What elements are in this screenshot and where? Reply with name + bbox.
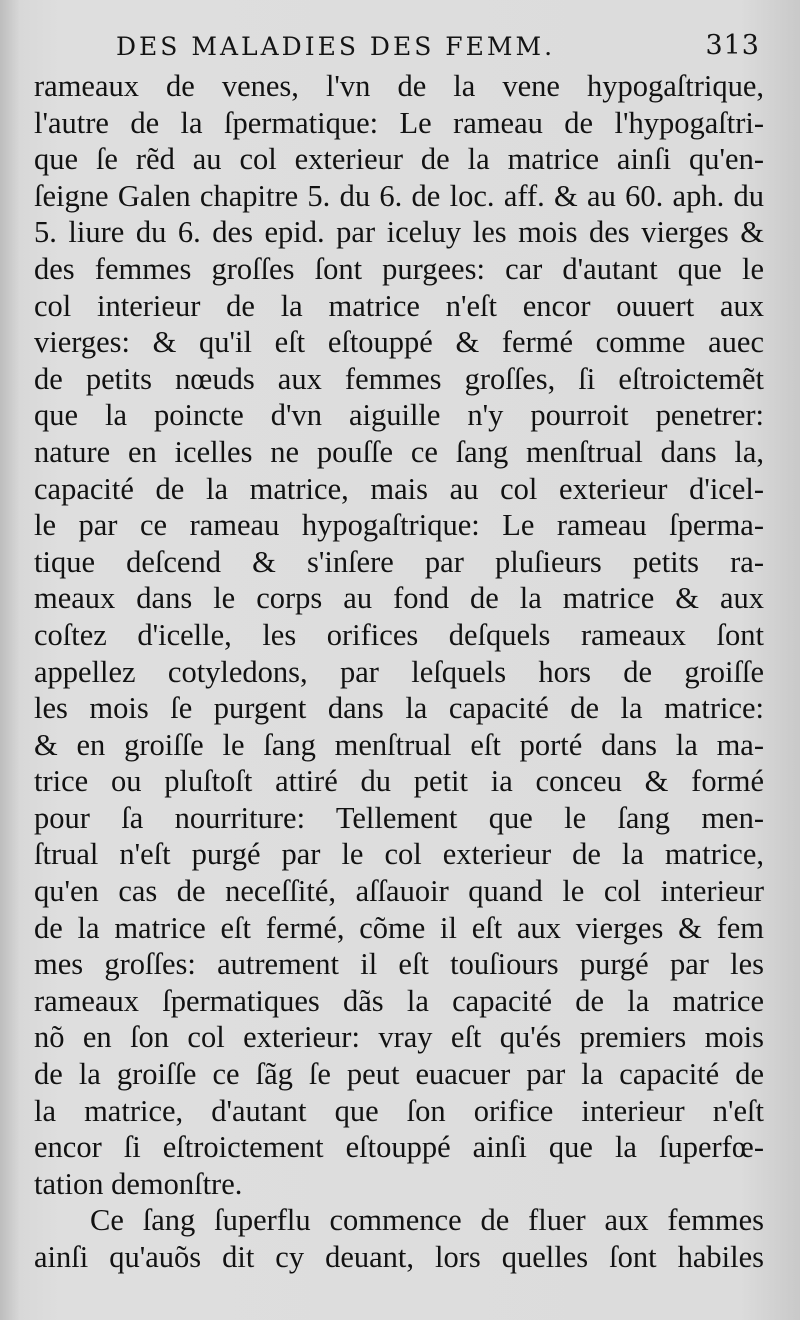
page-number: 313 [705, 30, 760, 61]
text-line: qu'en cas de neceſſité, aſſauoir quand le col interieur [34, 874, 764, 909]
text-line: nature en icelles ne pouſſe ce ſang menſtrual dans la, [34, 434, 764, 469]
text-line: de la matrice eſt fermé, cõme il eſt aux vierges & fem [34, 910, 764, 945]
page-header [116, 30, 760, 70]
text-line: trice ou pluſtoſt attiré du petit ia conceu & formé [34, 764, 764, 799]
text-line: coſtez d'icelle, les orifices deſquels rameaux ſont [34, 617, 764, 652]
text-line: de petits nœuds aux femmes groſſes, ſi eſtroictemẽt [34, 361, 764, 396]
text-line: ainſi qu'auõs dit cy deuant, lors quelles ſont habiles [34, 1240, 764, 1274]
text-line: capacité de la matrice, mais au col exterieur d'icel- [34, 471, 764, 506]
text-line: mes groſſes: autrement il eſt touſiours purgé par les [34, 947, 764, 982]
text-line: rameaux ſpermatiques dãs la capacité de la matrice [34, 983, 764, 1018]
text-line: vierges: & qu'il eſt eſtouppé & fermé comme auec [34, 325, 764, 360]
text-line: ſeigne Galen chapitre 5. du 6. de loc. aff. & au 60. aph. du [34, 178, 764, 213]
paragraph-end-line: tation demonſtre. [34, 1166, 243, 1201]
text-line: ſtrual n'eſt purgé par le col exterieur de la matrice, [34, 837, 764, 872]
text-line: le par ce rameau hypogaſtrique: Le rameau ſperma- [34, 508, 764, 543]
text-line: pour ſa nourriture: Tellement que le ſang men- [34, 800, 764, 835]
text-line: nõ en ſon col exterieur: vray eſt qu'és premiers mois [34, 1020, 764, 1055]
text-line: l'autre de la ſpermatique: Le rameau de l'hypogaſtri- [34, 105, 764, 140]
text-line: encor ſi eſtroictement eſtouppé ainſi que la ſuperfœ- [34, 1130, 764, 1165]
paragraph-start-line: Ce ſang ſuperflu commence de fluer aux femmes [90, 1203, 764, 1238]
text-line: de la groiſſe ce ſãg ſe peut euacuer par la capacité de [34, 1057, 764, 1092]
text-line: & en groiſſe le ſang menſtrual eſt porté dans la ma- [34, 727, 764, 762]
running-title: DES MALADIES DES FEMM. [116, 32, 556, 61]
text-line: rameaux de venes, l'vn de la vene hypogaſtrique, [34, 69, 764, 103]
text-line: les mois ſe purgent dans la capacité de la matrice: [34, 691, 764, 726]
text-line: 5. liure du 6. des epid. par iceluy les mois des vierges & [34, 215, 764, 250]
text-line: appellez cotyledons, par leſquels hors de groiſſe [34, 654, 764, 689]
text-line: la matrice, d'autant que ſon orifice interieur n'eſt [34, 1093, 764, 1128]
body-text [34, 68, 764, 1276]
text-line: tique deſcend & s'inſere par pluſieurs petits ra- [34, 544, 764, 579]
text-line: col interieur de la matrice n'eſt encor ouuert aux [34, 288, 764, 323]
text-line: que la poincte d'vn aiguille n'y pourroit penetrer: [34, 398, 764, 433]
text-line: meaux dans le corps au fond de la matrice & aux [34, 581, 764, 616]
text-line: que ſe rẽd au col exterieur de la matrice ainſi qu'en- [34, 142, 764, 177]
text-line: des femmes groſſes ſont purgees: car d'autant que le [34, 251, 764, 286]
